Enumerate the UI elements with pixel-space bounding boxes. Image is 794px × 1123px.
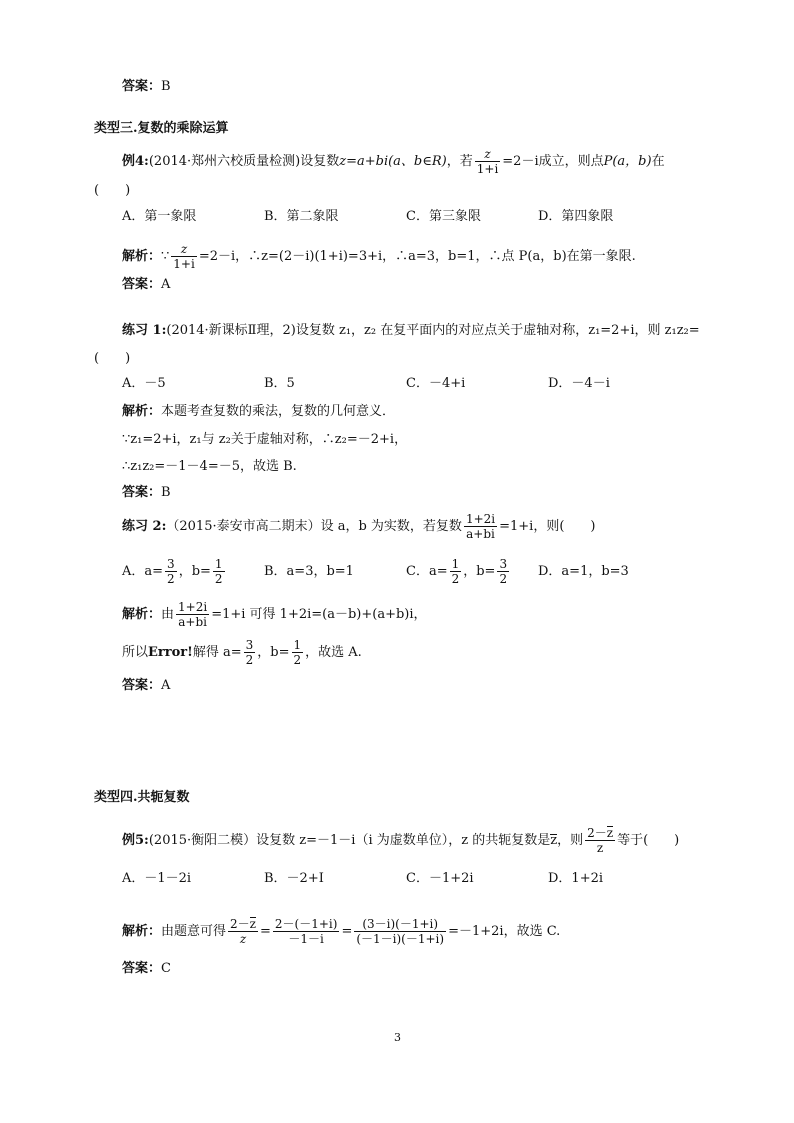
option-a: A．第一象限: [122, 209, 197, 224]
solution-line: ∴z₁z₂=－1－4=－5，故选 B.: [122, 459, 297, 474]
option-a: A．a= $\frac{3}{2}$ ，b= $\frac{1}{2}$: [122, 557, 223, 586]
practice-label: 练习 2:: [122, 519, 167, 534]
fraction: $\frac{1+2i}{a+bi}$: [465, 512, 496, 541]
fraction: $\frac{2-(-1+i)}{-1-i}$: [274, 917, 338, 946]
answer-line: 答案：C: [122, 961, 171, 976]
solution-line: ∵z₁=2+i，z₁与 z₂关于虚轴对称，∴z₂=－2+i，: [122, 432, 408, 447]
option-d: D．－4－i: [548, 376, 610, 391]
error-text: Error!: [148, 645, 193, 660]
section-title: 类型四.共轭复数: [94, 790, 190, 805]
option-d: D．第四象限: [538, 209, 614, 224]
answer-label: 答案：: [122, 79, 162, 94]
fraction: $\frac{1+2i}{a+bi}$: [178, 600, 208, 629]
answer-line: 答案：A: [122, 277, 171, 292]
solution: 解析：本题考查复数的乘法，复数的几何意义．: [122, 404, 396, 419]
option-c: C．－1+2i: [406, 871, 474, 886]
option-b: B．－2+I: [264, 871, 324, 886]
option-a: A．－5: [122, 376, 166, 391]
practice-label: 练习 1:: [122, 323, 167, 338]
option-b: B．第二象限: [264, 209, 339, 224]
option-d: D．a=1，b=3: [538, 564, 629, 579]
practice-1-stem: 练习 1:(2014·新课标Ⅱ理，2)设复数 z₁，z₂ 在复平面内的对应点关于虚轴对称，z₁=2+i，则 z₁z₂=: [122, 323, 700, 338]
example-label: 例5:: [122, 833, 149, 848]
option-d: D．1+2i: [548, 871, 604, 886]
solution: 解析：由题意可得 $\frac{2-z}{z}$ = $\frac{2-(-1+i)}{-1-i}$ = $\frac{(3-i)(-1+i)}{(-1-i)(-1+i)}$ =－1+2i，故选 C.: [122, 917, 561, 946]
solution: 解析：由 $\frac{1+2i}{a+bi}$ =1+i 可得 1+2i=(a－b)+(a+b)i，: [122, 600, 427, 629]
page-number: 3: [394, 1031, 401, 1044]
option-b: B．5: [264, 376, 295, 391]
option-c: C．－4+i: [406, 376, 466, 391]
answer-paren: ( ): [94, 351, 131, 366]
answer-value: B: [161, 79, 171, 94]
fraction: $\frac{z}{1+i}$: [173, 242, 195, 271]
option-b: B．a=3，b=1: [264, 564, 354, 579]
solution-line: 所以Error!解得 a= $\frac{3}{2}$ ，b= $\frac{1}{2}$ ，故选 A.: [122, 638, 362, 667]
example-5-stem: 例5:(2015·衡阳二模）设复数 z=－1－i（i 为虚数单位），z 的共轭复数是z，则 $\frac{2-z}{z}$ 等于( ): [122, 826, 680, 855]
conjugate-z: z: [550, 833, 558, 848]
solution-label: 解析：: [122, 404, 162, 419]
solution-label: 解析：: [122, 607, 162, 622]
practice-2-stem: 练习 2:（2015·泰安市高二期末）设 a，b 为实数，若复数 $\frac{1+2i}{a+bi}$ =1+i，则( ): [122, 512, 596, 541]
option-a: A．－1－2i: [122, 871, 192, 886]
answer-line: [122, 78, 171, 96]
option-c: C．第三象限: [406, 209, 481, 224]
section-title: 类型三.复数的乘除运算: [94, 121, 229, 136]
fraction: $\frac{(3-i)(-1+i)}{(-1-i)(-1+i)}$: [356, 917, 445, 946]
fraction: $\frac{z}{1+i}$: [476, 147, 499, 176]
answer-paren: ( ): [94, 183, 131, 198]
solution-label: 解析：: [122, 249, 162, 264]
fraction: $\frac{2-z}{z}$: [587, 826, 614, 855]
option-c: C．a= $\frac{1}{2}$ ，b= $\frac{3}{2}$: [406, 557, 508, 586]
example-4-stem: 例4:(2014·郑州六校质量检测)设复数z=a+bi(a、b∈R)，若 $\frac{z}{1+i}$ =2－i成立，则点P(a，b)在: [122, 147, 665, 176]
answer-line: 答案：B: [122, 485, 171, 500]
answer-line: 答案：A: [122, 678, 171, 693]
fraction: $\frac{2-z}{z}$: [230, 917, 256, 946]
example-label: 例4:: [122, 154, 149, 169]
solution-label: 解析：: [122, 924, 162, 939]
solution: 解析：∵ $\frac{z}{1+i}$ =2－i，∴z=(2－i)(1+i)=3+i，∴a=3，b=1，∴点 P(a，b)在第一象限.: [122, 242, 636, 271]
